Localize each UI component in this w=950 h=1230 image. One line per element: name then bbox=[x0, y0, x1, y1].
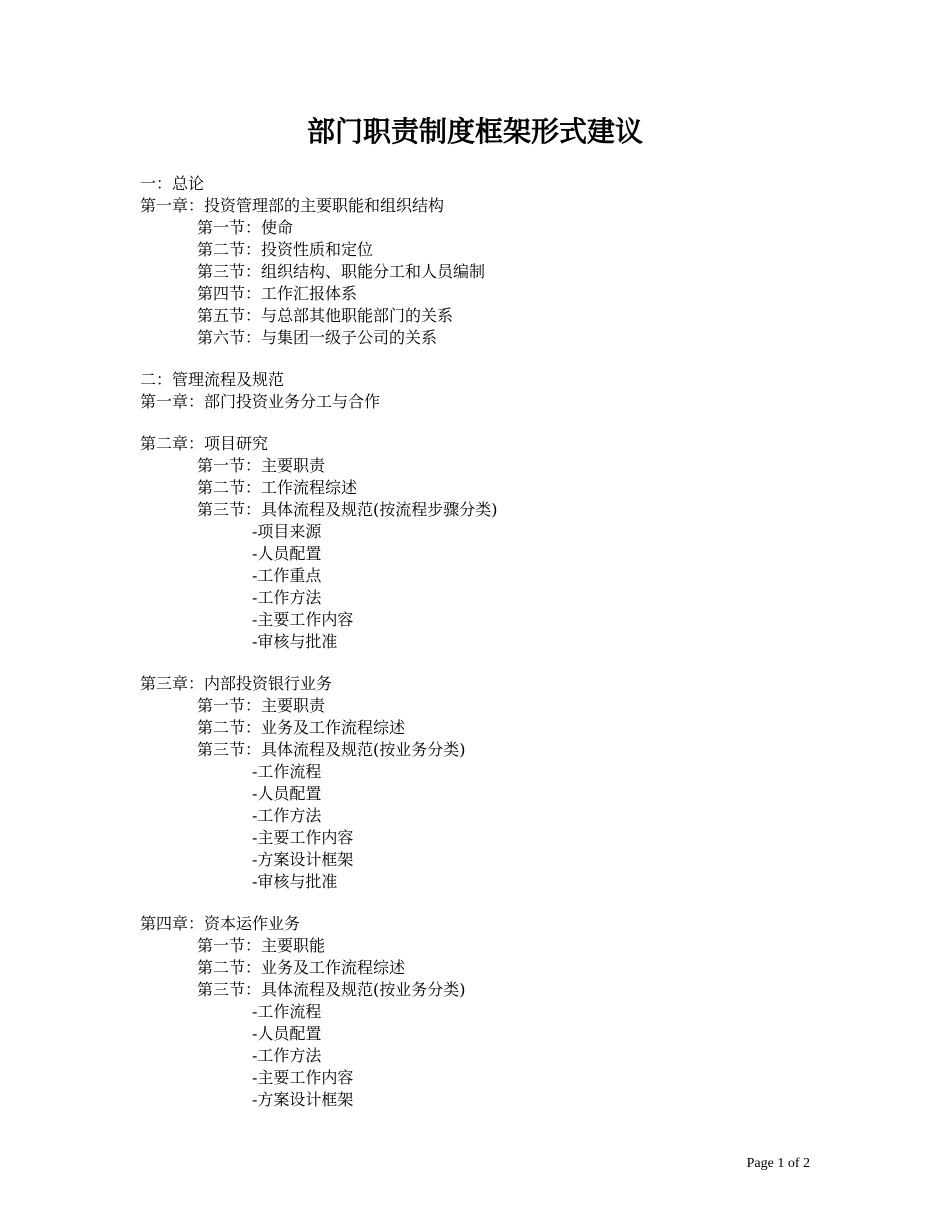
outline-item: -人员配置 bbox=[252, 1024, 322, 1043]
outline-heading: 第一章：部门投资业务分工与合作 bbox=[140, 392, 381, 411]
outline-item: -人员配置 bbox=[252, 544, 322, 563]
outline-heading: 第二章：项目研究 bbox=[140, 434, 269, 453]
outline-section: 第四节：工作汇报体系 bbox=[197, 284, 358, 303]
outline-item: -方案设计框架 bbox=[252, 1090, 354, 1109]
outline-section: 第二节：业务及工作流程综述 bbox=[197, 718, 406, 737]
outline-section: 第三节：具体流程及规范(按业务分类) bbox=[197, 740, 466, 759]
outline-item: -审核与批准 bbox=[252, 872, 338, 891]
outline-section: 第五节：与总部其他职能部门的关系 bbox=[197, 306, 454, 325]
blank-line bbox=[140, 413, 840, 433]
outline-section: 第三节：具体流程及规范(按流程步骤分类) bbox=[197, 500, 498, 519]
outline-item: -主要工作内容 bbox=[252, 610, 354, 629]
outline-item: -人员配置 bbox=[252, 784, 322, 803]
blank-line bbox=[140, 653, 840, 673]
outline-section: 第三节：具体流程及规范(按业务分类) bbox=[197, 980, 466, 999]
outline-heading: 第三章：内部投资银行业务 bbox=[140, 674, 333, 693]
outline-section: 第一节：主要职责 bbox=[197, 456, 326, 475]
outline-section: 第二节：投资性质和定位 bbox=[197, 240, 374, 259]
blank-line bbox=[140, 893, 840, 913]
outline-section: 第一节：主要职能 bbox=[197, 936, 326, 955]
outline-section: 第二节：业务及工作流程综述 bbox=[197, 958, 406, 977]
outline-item: -主要工作内容 bbox=[252, 1068, 354, 1087]
outline-section: 第二节：工作流程综述 bbox=[197, 478, 358, 497]
outline-item: -工作流程 bbox=[252, 762, 322, 781]
outline-item: -项目来源 bbox=[252, 522, 322, 541]
outline-item: -工作方法 bbox=[252, 588, 322, 607]
outline-item: -工作流程 bbox=[252, 1002, 322, 1021]
outline-heading: 第四章：资本运作业务 bbox=[140, 914, 301, 933]
outline-section: 第三节：组织结构、职能分工和人员编制 bbox=[197, 262, 486, 281]
outline-item: -工作方法 bbox=[252, 806, 322, 825]
outline-section: 第一节：使命 bbox=[197, 218, 294, 237]
page-number: Page 1 of 2 bbox=[746, 1156, 810, 1171]
outline-section: 第六节：与集团一级子公司的关系 bbox=[197, 328, 438, 347]
outline-heading: 第一章：投资管理部的主要职能和组织结构 bbox=[140, 196, 445, 215]
outline-heading: 二：管理流程及规范 bbox=[140, 370, 285, 389]
document-title: 部门职责制度框架形式建议 bbox=[306, 115, 643, 148]
outline-item: -方案设计框架 bbox=[252, 850, 354, 869]
outline-item: -工作重点 bbox=[252, 566, 322, 585]
outline-heading: 一：总论 bbox=[140, 174, 205, 193]
outline-content bbox=[140, 173, 840, 1111]
outline-item: -工作方法 bbox=[252, 1046, 322, 1065]
outline-section: 第一节：主要职责 bbox=[197, 696, 326, 715]
outline-item: -审核与批准 bbox=[252, 632, 338, 651]
outline-item: -主要工作内容 bbox=[252, 828, 354, 847]
blank-line bbox=[140, 349, 840, 369]
